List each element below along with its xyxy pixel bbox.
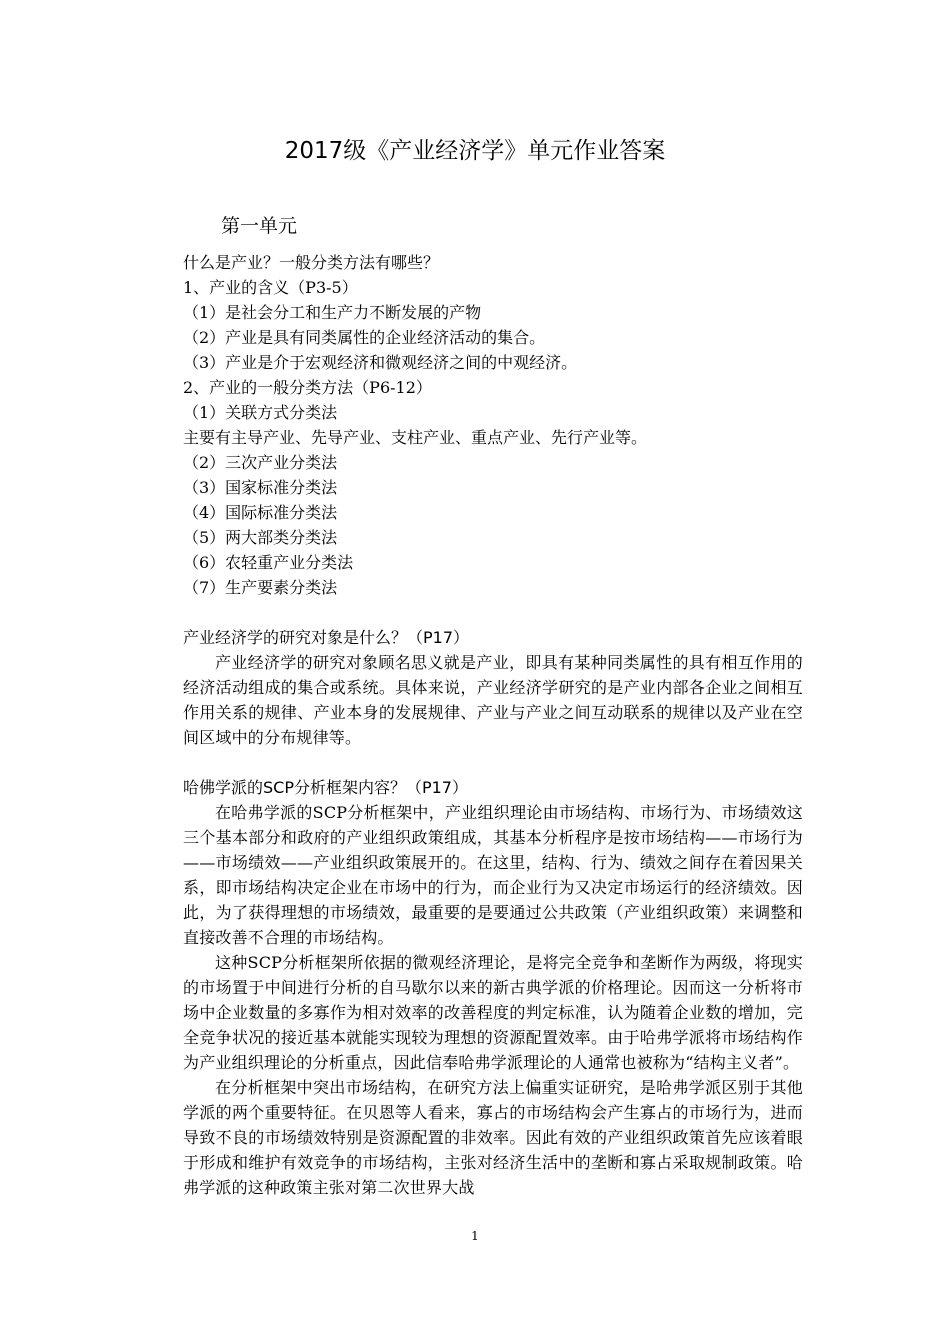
list-item: （2）三次产业分类法	[183, 453, 338, 472]
list-item: 2、产业的一般分类方法（P6-12）	[183, 378, 432, 397]
spacer	[183, 750, 803, 775]
list-item: （5）两大部类分类法	[183, 528, 338, 547]
document-title: 2017级《产业经济学》单元作业答案	[284, 138, 666, 164]
spacer	[183, 600, 803, 625]
question-heading: 产业经济学的研究对象是什么？（P17）	[183, 628, 470, 647]
answer-paragraph: 产业经济学的研究对象顾名思义就是产业，即具有某种同类属性的具有相互作用的经济活动组成的集合或系统。具体来说，产业经济学研究的是产业内部各企业之间相互作用关系的规律、产业本身的发展规律、产业与产业之间互动联系的规律以及产业在空间区域中的分布规律等。	[183, 653, 803, 747]
unit-heading: 第一单元	[221, 215, 298, 237]
answer-paragraph: 在哈弗学派的SCP分析框架中，产业组织理论由市场结构、市场行为、市场绩效这三个基本部分和政府的产业组织政策组成，其基本分析程序是按市场结构——市场行为——市场绩效——产业组织政策展开的。在这里，结构、行为、绩效之间存在着因果关系，即市场结构决定企业在市场中的行为，而企业行为又决定市场运行的经济绩效。因此，为了获得理想的市场绩效，最重要的是要通过公共政策（产业组织政策）来调整和直接改善不合理的市场结构。	[183, 803, 803, 947]
list-item: （3）国家标准分类法	[183, 478, 338, 497]
document-body	[183, 250, 803, 1200]
question-heading: 哈佛学派的SCP分析框架内容？（P17）	[183, 778, 468, 797]
answer-paragraph: 这种SCP分析框架所依据的微观经济理论，是将完全竞争和垄断作为两级，将现实的市场置于中间进行分析的自马歇尔以来的新古典学派的价格理论。因而这一分析将市场中企业数量的多寡作为相对效率的改善程度的判定标准，认为随着企业数的增加，完全竞争状况的接近基本就能实现较为理想的资源配置效率。由于哈弗学派将市场结构作为产业组织理论的分析重点，因此信奉哈弗学派理论的人通常也被称为“结构主义者”。	[183, 953, 803, 1072]
list-item: （1）是社会分工和生产力不断发展的产物	[183, 303, 482, 322]
list-item: 主要有主导产业、先导产业、支柱产业、重点产业、先行产业等。	[183, 428, 648, 447]
question-heading: 什么是产业？一般分类方法有哪些？	[183, 253, 440, 272]
list-item: 1、产业的含义（P3-5）	[183, 278, 358, 297]
list-item: （2）产业是具有同类属性的企业经济活动的集合。	[183, 328, 546, 347]
list-item: （3）产业是介于宏观经济和微观经济之间的中观经济。	[183, 353, 578, 372]
page-number: 1	[471, 1229, 479, 1243]
list-item: （7）生产要素分类法	[183, 578, 338, 597]
list-item: （6）农轻重产业分类法	[183, 553, 354, 572]
list-item: （1）关联方式分类法	[183, 403, 338, 422]
list-item: （4）国际标准分类法	[183, 503, 338, 522]
answer-paragraph: 在分析框架中突出市场结构，在研究方法上偏重实证研究，是哈弗学派区别于其他学派的两个重要特征。在贝恩等人看来，寡占的市场结构会产生寡占的市场行为，进而导致不良的市场绩效特别是资源配置的非效率。因此有效的产业组织政策首先应该着眼于形成和维护有效竞争的市场结构，主张对经济生活中的垄断和寡占采取规制政策。哈弗学派的这种政策主张对第二次世界大战	[183, 1078, 803, 1197]
